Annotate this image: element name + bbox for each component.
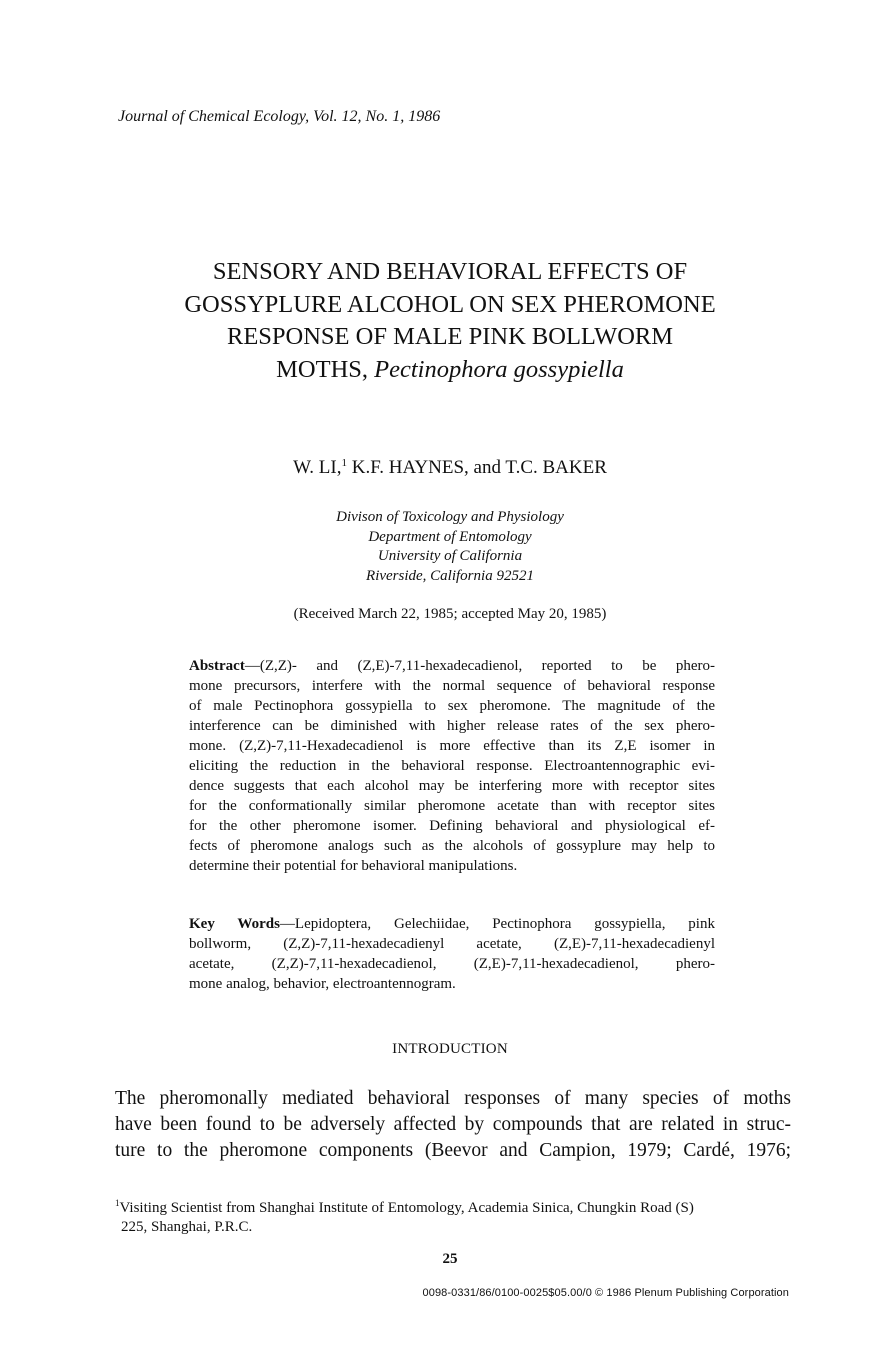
abstract-line: of male Pectinophora gossypiella to sex pheromone. The magnitude of the bbox=[189, 698, 715, 714]
affiliation-line-1: Divison of Toxicology and Physiology bbox=[336, 509, 564, 525]
footnote bbox=[115, 1194, 791, 1237]
title-line-2: GOSSYPLURE ALCOHOL ON SEX PHEROMONE bbox=[184, 290, 716, 318]
body-line: have been found to be adversely affected by compounds that are related in struc- bbox=[115, 1114, 791, 1135]
title-line-4 bbox=[100, 354, 800, 387]
journal-citation: Journal of Chemical Ecology, Vol. 12, No. 1, 1986 bbox=[118, 108, 441, 125]
key-words-line: mone analog, behavior, electroantennogram. bbox=[189, 976, 456, 992]
abstract-line: mone precursors, interfere with the normal sequence of behavioral response bbox=[189, 678, 715, 694]
title-line-3: RESPONSE OF MALE PINK BOLLWORM bbox=[226, 323, 674, 350]
article-title bbox=[100, 256, 800, 386]
abstract-line: interference can be diminished with higher release rates of the sex phero- bbox=[189, 718, 715, 734]
copyright-line: 0098-0331/86/0100-0025$05.00/0 © 1986 Plenum Publishing Corporation bbox=[422, 1287, 789, 1299]
key-words-label: Key Words bbox=[189, 916, 280, 932]
abstract-label: Abstract bbox=[189, 658, 245, 674]
key-words bbox=[189, 914, 715, 994]
footnote-mark: 1 bbox=[115, 1198, 120, 1208]
title-prefix: MOTHS, bbox=[276, 355, 375, 383]
author-list bbox=[100, 457, 800, 479]
affiliation-line-4: Riverside, California 92521 bbox=[366, 567, 534, 584]
abstract-line: mone. (Z,Z)-7,11-Hexadecadienol is more effective than its Z,E isomer in bbox=[189, 738, 715, 754]
abstract-line: eliciting the reduction in the behavioral response. Electroantennographic evi- bbox=[189, 758, 715, 774]
key-words-line: Key Words—Lepidoptera, Gelechiidae, Pectinophora gossypiella, pink bbox=[189, 916, 715, 932]
affiliation-line-2: Department of Entomology bbox=[368, 528, 532, 545]
title-line-1: SENSORY AND BEHAVIORAL EFFECTS OF bbox=[212, 258, 688, 285]
introduction-body bbox=[115, 1086, 791, 1164]
author-rest: K.F. HAYNES, and T.C. BAKER bbox=[351, 457, 607, 478]
abstract-line: fects of pheromone analogs such as the alcohols of gossyplure may help to bbox=[189, 838, 715, 854]
abstract-line: dence suggests that each alcohol may be interfering more with receptor sites bbox=[189, 778, 715, 794]
affiliation bbox=[200, 508, 700, 586]
abstract bbox=[189, 656, 715, 876]
abstract-line: Abstract—(Z,Z)- and (Z,E)-7,11-hexadecadienol, reported to be phero- bbox=[189, 658, 715, 674]
received-dates: (Received March 22, 1985; accepted May 20, 1985) bbox=[293, 606, 607, 622]
key-words-line: acetate, (Z,Z)-7,11-hexadecadienol, (Z,E)-7,11-hexadecadienol, phero- bbox=[189, 956, 715, 972]
abstract-line: determine their potential for behavioral manipulations. bbox=[189, 858, 518, 874]
key-words-line: bollworm, (Z,Z)-7,11-hexadecadienyl acetate, (Z,E)-7,11-hexadecadienyl bbox=[189, 936, 715, 952]
body-line: The pheromonally mediated behavioral responses of many species of moths bbox=[115, 1088, 791, 1109]
abstract-line: for the other pheromone isomer. Defining behavioral and physiological ef- bbox=[189, 818, 715, 834]
abstract-line: for the conformationally similar pheromone acetate than with receptor sites bbox=[189, 798, 715, 814]
author-1: W. LI, bbox=[293, 457, 342, 478]
author-footnote-mark: 1 bbox=[341, 457, 347, 469]
affiliation-line-3: University of California bbox=[377, 548, 523, 564]
title-species: Pectinophora gossypiella bbox=[374, 355, 624, 383]
footnote-line-1: $^1$Visiting Scientist from Shanghai Institute of Entomology, Academia Sinica, Chungkin Road (S) bbox=[115, 1198, 694, 1216]
body-line: ture to the pheromone components (Beevor and Campion, 1979; Cardé, 1976; bbox=[115, 1140, 791, 1161]
page-number: 25 bbox=[442, 1251, 458, 1267]
section-heading-introduction: INTRODUCTION bbox=[392, 1041, 508, 1057]
footnote-line-2: 225, Shanghai, P.R.C. bbox=[121, 1219, 253, 1235]
